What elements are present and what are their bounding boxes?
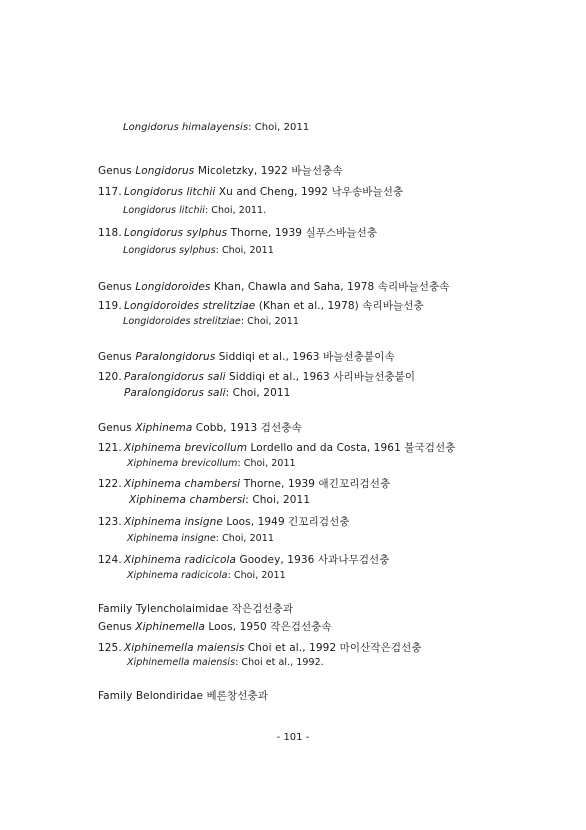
species-name: Paralongidorus sali bbox=[124, 387, 226, 399]
species-name: Xiphinema insigne bbox=[127, 533, 216, 544]
species-entry: 121. Xiphinema brevicollum Lordello and da Costa, 1961 불국검선충 bbox=[98, 442, 456, 454]
entry-number: 123. bbox=[98, 516, 122, 528]
synonym-line: Xiphinemella maiensis: Choi et al., 1992. bbox=[127, 657, 324, 668]
synonym-line: Xiphinema radicicola: Choi, 2011 bbox=[127, 570, 286, 581]
entry-number: 117. bbox=[98, 186, 122, 198]
species-name: Xiphinema brevicollum bbox=[127, 458, 238, 469]
species-name: Xiphinema chambersi bbox=[124, 478, 241, 490]
species-name: Longidorus litchii bbox=[123, 205, 205, 216]
genus-heading: Genus Longidorus Micoletzky, 1922 바늘선충속 bbox=[98, 165, 343, 177]
citation: : Choi, 2011 bbox=[248, 122, 310, 133]
species-entry: 117. Longidorus litchii Xu and Cheng, 1992 낙우송바늘선충 bbox=[98, 186, 404, 198]
species-entry: 120. Paralongidorus sali Siddiqi et al., 1963 사리바늘선충붙이 bbox=[98, 371, 416, 383]
entry-number: 120. bbox=[98, 371, 122, 383]
genus-heading: Genus Xiphinema Cobb, 1913 검선충속 bbox=[98, 422, 302, 434]
species-name: Longidoroides strelitziae bbox=[123, 316, 241, 327]
synonym-line: Xiphinema chambersi: Choi, 2011 bbox=[129, 494, 311, 506]
species-name: Paralongidorus sali bbox=[124, 371, 226, 383]
family-heading: Family Belondiridae 베론창선충과 bbox=[98, 690, 268, 702]
species-entry: 119. Longidoroides strelitziae (Khan et al., 1978) 속리바늘선충 bbox=[98, 300, 424, 312]
entry-number: 125. bbox=[98, 642, 122, 654]
species-name: Xiphinema insigne bbox=[124, 516, 223, 528]
family-heading: Family Tylencholaimidae 작은검선충과 bbox=[98, 603, 294, 615]
species-entry: 118. Longidorus sylphus Thorne, 1939 실푸스바늘선충 bbox=[98, 227, 378, 239]
species-entry: 125. Xiphinemella maiensis Choi et al., 1992 마이산작은검선충 bbox=[98, 642, 422, 654]
genus-name: Xiphinema bbox=[135, 422, 193, 434]
species-entry: 124. Xiphinema radicicola Goodey, 1936 사과나무검선충 bbox=[98, 554, 390, 566]
synonym-line: Longidorus litchii: Choi, 2011. bbox=[123, 205, 267, 216]
species-name: Longidorus sylphus bbox=[124, 227, 228, 239]
species-name: Xiphinema chambersi bbox=[129, 494, 246, 506]
entry-number: 122. bbox=[98, 478, 122, 490]
synonym-line: Xiphinema insigne: Choi, 2011 bbox=[127, 533, 274, 544]
genus-name: Longidorus bbox=[135, 165, 195, 177]
synonym-line: Longidoroides strelitziae: Choi, 2011 bbox=[123, 316, 299, 327]
entry-number: 124. bbox=[98, 554, 122, 566]
species-name: Longidorus himalayensis bbox=[123, 122, 249, 133]
species-name: Xiphinemella maiensis bbox=[127, 657, 236, 668]
synonym-line bbox=[123, 122, 309, 133]
entry-number: 121. bbox=[98, 442, 122, 454]
species-name: Longidorus litchii bbox=[124, 186, 216, 198]
genus-name: Longidoroides bbox=[135, 281, 211, 293]
genus-heading: Genus Paralongidorus Siddiqi et al., 1963 바늘선충붙이속 bbox=[98, 351, 395, 363]
species-name: Longidoroides strelitziae bbox=[124, 300, 256, 312]
synonym-line: Longidorus sylphus: Choi, 2011 bbox=[123, 245, 274, 256]
species-name: Xiphinema brevicollum bbox=[124, 442, 248, 454]
genus-heading: Genus Longidoroides Khan, Chawla and Saha, 1978 속리바늘선충속 bbox=[98, 281, 450, 293]
species-entry: 122. Xiphinema chambersi Thorne, 1939 애긴꼬리검선충 bbox=[98, 478, 391, 490]
synonym-line: Paralongidorus sali: Choi, 2011 bbox=[124, 387, 291, 399]
synonym-line: Xiphinema brevicollum: Choi, 2011 bbox=[127, 458, 296, 469]
genus-name: Xiphinemella bbox=[135, 621, 205, 633]
entry-number: 119. bbox=[98, 300, 122, 312]
page-number: - 101 - bbox=[276, 732, 310, 743]
species-name: Xiphinemella maiensis bbox=[124, 642, 245, 654]
genus-heading: Genus Xiphinemella Loos, 1950 작은검선충속 bbox=[98, 621, 332, 633]
entry-number: 118. bbox=[98, 227, 122, 239]
species-name: Xiphinema radicicola bbox=[124, 554, 237, 566]
genus-name: Paralongidorus bbox=[135, 351, 216, 363]
species-name: Longidorus sylphus bbox=[123, 245, 216, 256]
species-entry: 123. Xiphinema insigne Loos, 1949 긴꼬리검선충 bbox=[98, 516, 350, 528]
species-name: Xiphinema radicicola bbox=[127, 570, 228, 581]
